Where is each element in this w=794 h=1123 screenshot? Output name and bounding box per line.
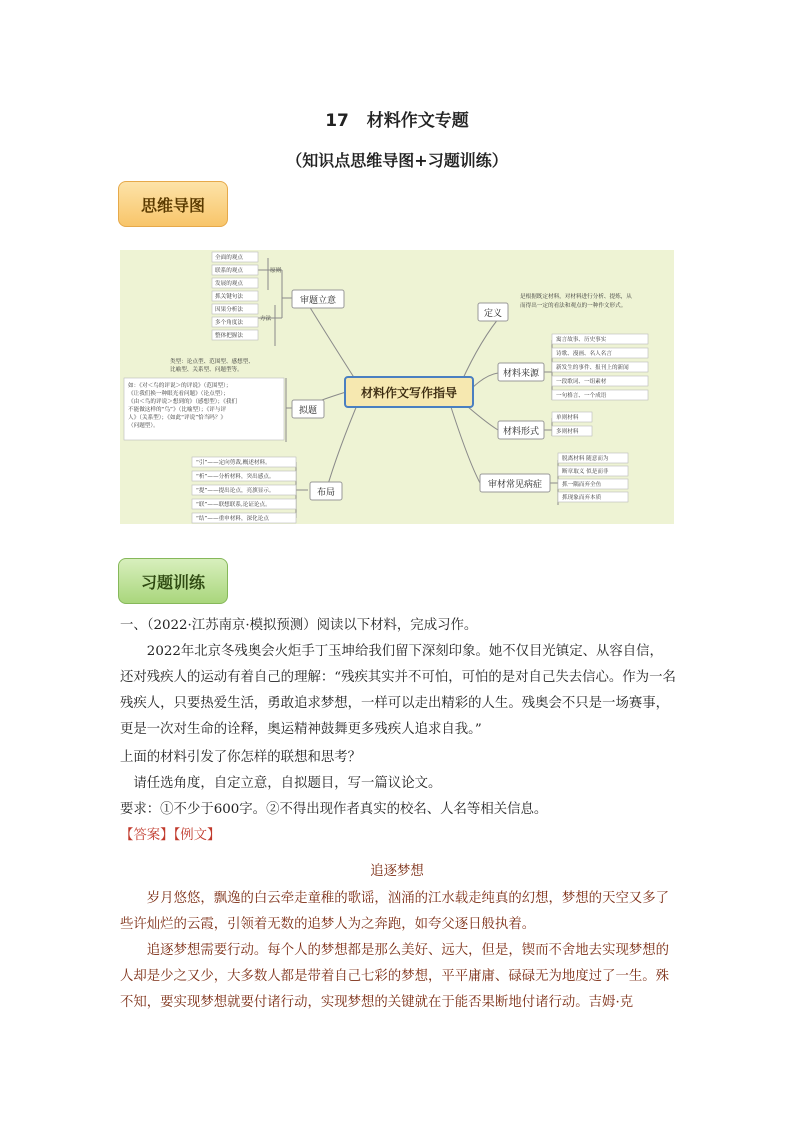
- laiyuan-item: 寓言故事、历史事实: [556, 337, 607, 343]
- niti-line: 如：《对＜鸟的评说＞的评说》（范围型）；: [128, 383, 232, 389]
- bingzheng-item: 断章取义 似是而非: [562, 469, 609, 475]
- answer-tag: 【答案】【例文】: [120, 828, 221, 843]
- niti-line: 类型：论点型、范围型、感想型、: [170, 359, 254, 365]
- dingyi-line: 是根据既定材料，对材料进行分析、提炼，从: [520, 294, 632, 300]
- label-yuanze: 原则: [270, 268, 282, 274]
- laiyuan-item: 一段歌词、一组素材: [556, 379, 607, 385]
- buju-item: “结”——重申材料，深化论点: [196, 516, 269, 522]
- essay-paragraph-2: 追逐梦想需要行动。每个人的梦想都是那么美好、远大，但是，锲而不舍地去实现梦想的人却是少之又少，大多数人都是带着自己七彩的梦想，平平庸庸、碌碌无为地度过了一生。殊不知，要实现梦想就要付诸行动，实现梦想的关键就在于能否果断地付诸行动。吉姆·克: [120, 943, 670, 1010]
- buju-item: “引”——定向剪裁,概述材料。: [196, 460, 271, 466]
- niti-line: 人》（关系型）；《如此“评说”恰当吗？》: [128, 415, 227, 421]
- branch-xingshi: 材料形式: [502, 427, 540, 437]
- branch-bingzheng: 审材常见病症: [487, 480, 543, 490]
- buju-item: “提”——提出论点，亮旗显示。: [196, 488, 275, 494]
- branch-niti: 拟题: [298, 406, 318, 416]
- label-fangfa: 方法: [260, 316, 272, 322]
- xingshi-item: 单则材料: [556, 415, 579, 421]
- material-paragraph: 2022年北京冬残奥会火炬手丁玉坤给我们留下深刻印象。她不仅目光镇定、从容自信，还对残疾人的运动有着自己的理解：“残疾其实并不可怕，可怕的是对自己失去信心。作为一名残疾人，只要热爱生活，勇敢追求梦想，一样可以走出精彩的人生。残奥会不只是一场赛事，更是一次对生命的诠释，奥运精神鼓舞更多残疾人追求自我。”: [120, 644, 676, 737]
- branch-buju: 布局: [316, 488, 336, 498]
- niti-line: 《让我们换一种眼光看问题》（论点型）；: [128, 391, 229, 397]
- dingyi-line: 而得出一定的看法和观点的一种作文形式。: [520, 303, 627, 309]
- niti-line: 比喻型、关系型、问题型等。: [170, 367, 243, 373]
- bingzheng-item: 脱离材料 随意而为: [562, 456, 609, 462]
- bingzheng-item: 抓一隅而弃全鱼: [562, 482, 602, 488]
- niti-line: （问题型）。: [128, 423, 159, 429]
- fangfa-item: 抓关键句法: [215, 294, 243, 300]
- mindmap-section-badge: 思维导图: [118, 181, 228, 227]
- branch-dingyi: 定义: [483, 309, 503, 319]
- exercise-task: 请任选角度，自定立意，自拟题目，写一篇议论文。: [133, 776, 442, 791]
- mindmap-center: 材料作文写作指导: [360, 386, 458, 400]
- laiyuan-item: 诗歌、漫画、名人名言: [556, 351, 612, 357]
- mindmap-figure: [120, 250, 674, 524]
- xingshi-item: 多则材料: [556, 429, 579, 435]
- doc-title: 17 材料作文专题: [325, 111, 469, 131]
- exercise-requirement: 要求：①不少于600字。②不得出现作者真实的校名、人名等相关信息。: [120, 802, 548, 817]
- exercise-question: 上面的材料引发了你怎样的联想和思考？: [120, 750, 362, 765]
- essay-title: 追逐梦想: [370, 864, 424, 879]
- fangfa-item: 整体把握法: [215, 333, 243, 339]
- branch-laiyuan: 材料来源: [502, 369, 540, 379]
- yuanze-item: 联系的观点: [215, 268, 243, 274]
- buju-item: “析”——分析材料，突出感点。: [196, 474, 275, 480]
- yuanze-item: 全面的观点: [215, 255, 243, 261]
- exercise-section-badge: 习题训练: [118, 558, 228, 604]
- niti-line: 《由＜鸟的评说＞想到的》（感想型）；《我们: [128, 399, 238, 405]
- branch-shenti: 审题立意: [299, 296, 337, 306]
- essay-paragraph-1: 岁月悠悠，飘逸的白云牵走童稚的歌谣，汹涌的江水载走纯真的幻想，梦想的天空又多了些许灿烂的云霞，引领着无数的追梦人为之奔跑，如夸父逐日般执着。: [120, 891, 670, 932]
- yuanze-item: 发展的观点: [215, 281, 243, 287]
- fangfa-item: 因果分析法: [215, 307, 243, 313]
- fangfa-item: 多个角度法: [215, 320, 243, 326]
- laiyuan-item: 新发生的事件、报刊上的新闻: [556, 365, 629, 371]
- exercise-intro: 一、（2022·江苏南京·模拟预测）阅读以下材料，完成习作。: [120, 618, 478, 633]
- laiyuan-item: 一句格言、一个成语: [556, 393, 607, 399]
- doc-subtitle: （知识点思维导图+习题训练）: [286, 151, 508, 170]
- niti-line: 不能做这样的“鸟”》（比喻型）；《评与评: [128, 407, 227, 413]
- buju-item: “联”——联想联系,论证论点。: [196, 502, 271, 508]
- bingzheng-item: 抓现象而弃本质: [562, 495, 602, 501]
